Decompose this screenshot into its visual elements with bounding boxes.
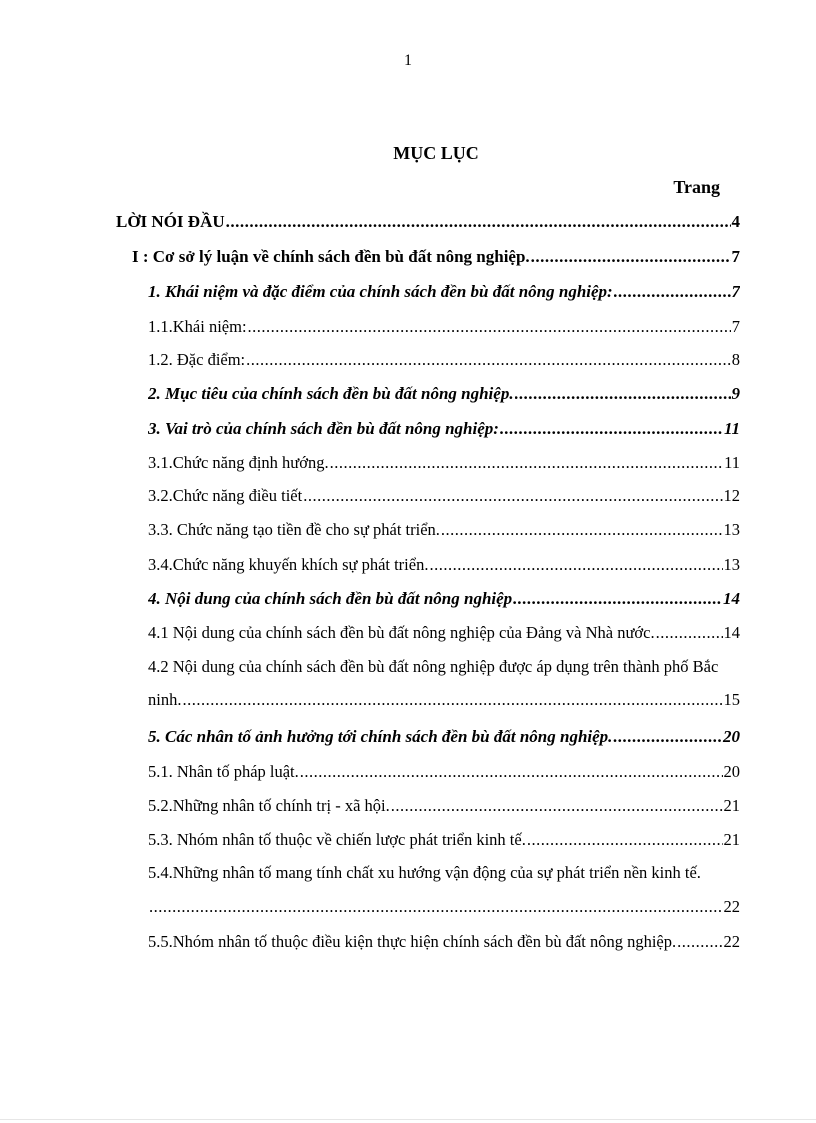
- toc-entry-text: 1. Khái niệm và đặc điểm của chính sách đền bù đất nông nghiệp:: [148, 282, 613, 301]
- toc-entry[interactable]: [148, 725, 740, 749]
- toc-entry-text: 5.2.Những nhân tố chính trị - xã hội.: [148, 796, 390, 815]
- toc-entry[interactable]: [116, 210, 740, 234]
- toc-entry-text: LỜI NÓI ĐẦU: [116, 212, 225, 231]
- toc-entry-text: 3.1.Chức năng định hướng.: [148, 453, 329, 472]
- leader-dots: [656, 621, 723, 645]
- leader-dots: [149, 895, 723, 919]
- toc-entry-text: 3.3. Chức năng tạo tiền đề cho sự phát triển.: [148, 520, 440, 539]
- toc-entry[interactable]: [148, 518, 740, 542]
- page-number: 1: [404, 52, 412, 69]
- toc-entry[interactable]: [148, 587, 740, 611]
- toc-entry-text: 1.1.Khái niệm:: [148, 317, 247, 336]
- page-bottom-divider: [0, 1119, 816, 1120]
- toc-entry-text: 5.5.Nhóm nhân tố thuộc điều kiện thực hiện chính sách đền bù đất nông nghiệp.: [148, 932, 677, 951]
- leader-dots: [441, 518, 723, 542]
- toc-entry-page: 21: [723, 796, 740, 815]
- toc-entry[interactable]: [148, 451, 740, 475]
- toc-entry-text: 2. Mục tiêu của chính sách đền bù đất nông nghiệp.: [148, 384, 514, 403]
- toc-entry[interactable]: [148, 895, 740, 919]
- toc-entry-text: I : Cơ sở lý luận về chính sách đền bù đất nông nghiệp.: [132, 247, 530, 266]
- toc-entry-text: 3. Vai trò của chính sách đền bù đất nông nghiệp:: [148, 419, 499, 438]
- toc-entry-page: 15: [723, 690, 740, 709]
- toc-entry[interactable]: [148, 688, 740, 712]
- toc-entry-text: 5.1. Nhân tố pháp luật.: [148, 762, 299, 781]
- leader-dots: [613, 725, 722, 749]
- toc-entry[interactable]: [148, 794, 740, 818]
- toc-entry[interactable]: [148, 553, 740, 577]
- toc-entry[interactable]: [148, 760, 740, 784]
- toc-entry-page: 4: [731, 212, 740, 231]
- leader-dots: [300, 760, 723, 784]
- leader-dots: [303, 484, 722, 508]
- toc-entry[interactable]: [148, 828, 740, 852]
- toc-entry[interactable]: [148, 382, 740, 406]
- toc-entry-text: 4. Nội dung của chính sách đền bù đất nông nghiệp: [148, 589, 513, 608]
- toc-entry-page: 21: [723, 830, 740, 849]
- toc-entry-page: 11: [724, 453, 740, 472]
- toc-entry-text: 5. Các nhân tố ảnh hưởng tới chính sách đền bù đất nông nghiệp.: [148, 727, 613, 746]
- toc-entry-page: 22: [723, 897, 740, 916]
- leader-dots: [513, 587, 722, 611]
- toc-entry[interactable]: [148, 621, 740, 645]
- leader-dots: [248, 315, 731, 339]
- toc-entry-page: 22: [723, 932, 740, 951]
- leader-dots: [330, 451, 724, 475]
- toc-entry[interactable]: [148, 315, 740, 339]
- toc-entry[interactable]: [148, 930, 740, 954]
- toc-entry-page: 20: [723, 762, 740, 781]
- leader-dots: [527, 828, 723, 852]
- leader-dots: [531, 245, 731, 269]
- toc-entry-text: 3.4.Chức năng khuyến khích sự phát triển.: [148, 555, 429, 574]
- toc-entry-page: 9: [731, 384, 740, 403]
- toc-entry-page: 14: [723, 589, 740, 608]
- toc-entry[interactable]: [148, 484, 740, 508]
- toc-title: MỤC LỤC: [393, 143, 479, 163]
- leader-dots: [246, 348, 731, 372]
- toc-entry-text: 5.3. Nhóm nhân tố thuộc về chiến lược phát triển kinh tế.: [148, 830, 526, 849]
- toc-entry-page: 14: [723, 623, 740, 642]
- leader-dots: [677, 930, 722, 954]
- toc-entry-text: ninh.: [148, 690, 182, 709]
- toc-entry-line1[interactable]: 5.4.Những nhân tố mang tính chất xu hướng vận động của sự phát triển nền kinh tế.: [148, 863, 701, 882]
- page-column-label: Trang: [673, 177, 720, 197]
- toc-entry[interactable]: [148, 348, 740, 372]
- toc-entry-page: 7: [731, 247, 740, 266]
- toc-entry-page: 12: [723, 486, 740, 505]
- toc-entry-page: 13: [723, 555, 740, 574]
- toc-entry-page: 7: [731, 282, 740, 301]
- toc-entry-text: 3.2.Chức năng điều tiết: [148, 486, 303, 505]
- toc-entry[interactable]: [148, 280, 740, 304]
- leader-dots: [429, 553, 722, 577]
- leader-dots: [226, 210, 731, 234]
- leader-dots: [515, 382, 731, 406]
- toc-entry[interactable]: [148, 417, 740, 441]
- toc-entry-line1[interactable]: 4.2 Nội dung của chính sách đền bù đất nông nghiệp được áp dụng trên thành phố Bắc: [148, 657, 719, 676]
- leader-dots: [614, 280, 731, 304]
- toc-entry-page: 7: [731, 317, 740, 336]
- toc-entry-text: 1.2. Đặc điểm:: [148, 350, 246, 369]
- toc-entry-page: 20: [723, 727, 740, 746]
- toc-entry-page: 11: [723, 419, 740, 438]
- toc-entry-text: 4.1 Nội dung của chính sách đền bù đất nông nghiệp của Đảng và Nhà nước.: [148, 623, 655, 642]
- leader-dots: [182, 688, 722, 712]
- toc-entry-page: 13: [723, 520, 740, 539]
- toc-entry-page: 8: [731, 350, 740, 369]
- toc-entry[interactable]: [132, 245, 740, 269]
- leader-dots: [500, 417, 723, 441]
- leader-dots: [391, 794, 723, 818]
